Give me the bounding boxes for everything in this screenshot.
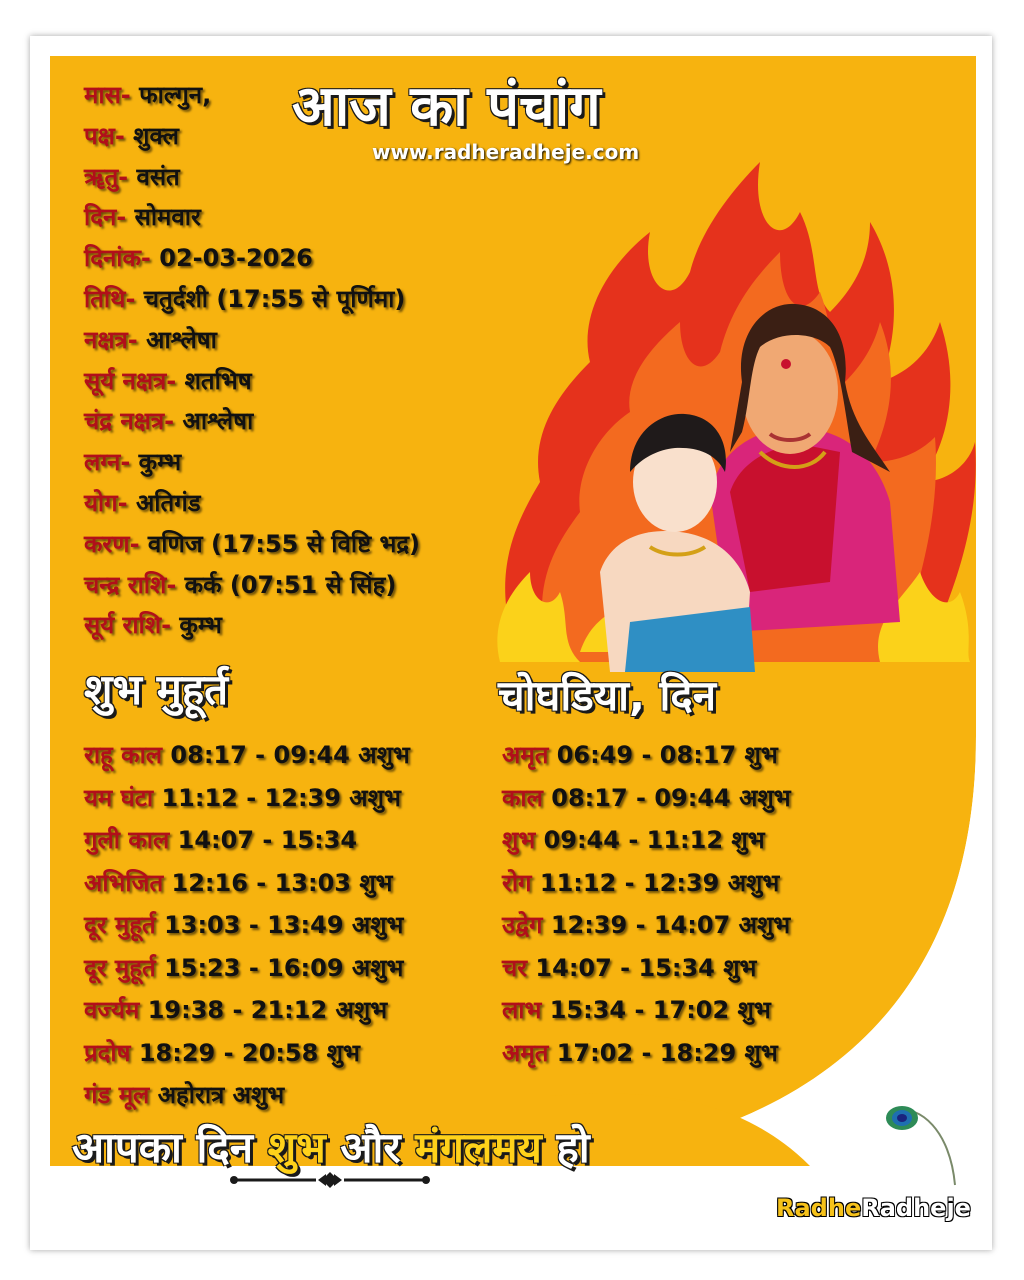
website-url: www.radheradheje.com <box>372 140 640 164</box>
panchang-info-value: वणिज (17:55 से विष्टि भद्र) <box>147 529 421 558</box>
peacock-feather-icon <box>880 1100 960 1190</box>
muhurat-value: 11:12 - 12:39 अशुभ <box>161 783 401 812</box>
muhurat-value: 14:07 - 15:34 <box>177 826 358 854</box>
blessing-highlight: मंगलमय <box>415 1123 542 1172</box>
muhurat-row <box>84 908 403 941</box>
muhurat-value: 15:23 - 16:09 अशुभ <box>164 953 404 982</box>
choghadiya-value: 15:34 - 17:02 शुभ <box>549 996 771 1024</box>
blessing-part: हो <box>556 1123 590 1172</box>
choghadiya-row <box>502 823 765 856</box>
muhurat-value: 19:38 - 21:12 अशुभ <box>147 996 388 1024</box>
choghadiya-label: काल <box>502 783 543 812</box>
brand-logo <box>776 1194 971 1222</box>
muhurat-value: अहोरात्र अशुभ <box>157 1081 285 1109</box>
muhurat-label: दूर मुहूर्त <box>84 911 156 939</box>
choghadiya-value: 09:44 - 11:12 शुभ <box>543 826 765 854</box>
panchang-info-row <box>84 445 181 478</box>
muhurat-label: यम घंटा <box>84 783 154 812</box>
muhurat-row <box>84 866 393 899</box>
panchang-info-row <box>84 241 313 274</box>
panchang-info-label: चन्द्र राशि- <box>84 570 177 599</box>
muhurat-label: वर्ज्यम <box>84 996 140 1024</box>
choghadiya-row <box>502 866 779 899</box>
panchang-info-row <box>84 486 201 519</box>
page-title: आज का पंचांग <box>292 74 601 139</box>
choghadiya-heading: चोघडिया, दिन <box>498 671 717 720</box>
panchang-info-row <box>84 404 253 437</box>
choghadiya-row <box>502 993 771 1026</box>
panchang-info-value: कर्क (07:51 से सिंह) <box>184 570 397 599</box>
panchang-info-label: ॠतु- <box>84 162 129 191</box>
muhurat-value: 08:17 - 09:44 अशुभ <box>170 741 410 769</box>
panchang-info-label: पक्ष- <box>84 121 125 150</box>
choghadiya-label: उद्वेग <box>502 911 543 939</box>
choghadiya-value: 11:12 - 12:39 अशुभ <box>539 868 780 897</box>
panchang-info-value: सोमवार <box>134 203 201 232</box>
muhurat-value: 13:03 - 13:49 अशुभ <box>164 911 404 939</box>
choghadiya-label: रोग <box>502 868 532 897</box>
panchang-info-label: मास- <box>84 81 131 109</box>
panchang-info-value: 02-03-2026 <box>159 244 313 273</box>
panchang-info-row <box>84 160 180 193</box>
holika-prahlad-illustration <box>480 152 976 672</box>
blessing-highlight: शुभ <box>267 1123 326 1172</box>
panchang-info-row <box>84 364 252 397</box>
muhurat-label: प्रदोष <box>84 1038 131 1067</box>
panchang-info-label: दिन- <box>84 203 127 232</box>
muhurat-value: 18:29 - 20:58 शुभ <box>138 1038 360 1067</box>
brand-part: Radhe <box>776 1194 862 1222</box>
choghadiya-label: चर <box>502 953 528 982</box>
blessing-part: आपका दिन <box>72 1123 254 1172</box>
panchang-info-label: सूर्य नक्षत्र- <box>84 366 177 395</box>
blessing-line <box>72 1118 590 1175</box>
panchang-info-value: आश्लेषा <box>182 407 254 436</box>
muhurat-row <box>84 1036 360 1069</box>
panchang-info-label: नक्षत्र- <box>84 325 138 354</box>
panchang-info-value: अतिगंड <box>135 489 201 517</box>
panchang-info-value: आश्लेषा <box>146 325 217 354</box>
panchang-info-row <box>84 282 405 315</box>
choghadiya-row <box>502 738 778 771</box>
choghadiya-label: लाभ <box>502 996 542 1024</box>
choghadiya-value: 08:17 - 09:44 अशुभ <box>551 783 791 812</box>
panchang-info-value: कुम्भ <box>138 448 182 477</box>
muhurat-row <box>84 1078 284 1111</box>
panchang-info-value: शुक्ल <box>133 121 179 150</box>
muhurat-row <box>84 823 357 856</box>
panchang-info-row <box>84 78 211 111</box>
muhurat-row <box>84 951 403 984</box>
muhurat-row <box>84 738 410 771</box>
panchang-info-label: योग- <box>84 489 128 517</box>
blessing-part: और <box>340 1123 401 1172</box>
panchang-info-value: चतुर्दशी (17:55 से पूर्णिमा) <box>143 285 406 313</box>
choghadiya-value: 12:39 - 14:07 अशुभ <box>550 911 791 939</box>
panchang-info-label: चंद्र नक्षत्र- <box>84 407 175 436</box>
shubh-muhurat-heading: शुभ मुहूर्त <box>84 665 229 714</box>
panchang-card <box>50 56 976 1226</box>
panchang-info-label: सूर्य राशि- <box>84 611 172 640</box>
panchang-info-label: करण- <box>84 529 140 558</box>
choghadiya-row <box>502 1036 778 1069</box>
muhurat-label: दूर मुहूर्त <box>84 953 156 982</box>
panchang-info-value: वसंत <box>136 162 180 191</box>
muhurat-value: 12:16 - 13:03 शुभ <box>171 868 393 897</box>
choghadiya-label: शुभ <box>502 826 536 854</box>
choghadiya-label: अमृत <box>502 741 549 769</box>
muhurat-row <box>84 993 387 1026</box>
muhurat-row <box>84 781 401 814</box>
panchang-info-label: लग्न- <box>84 448 131 477</box>
choghadiya-value: 06:49 - 08:17 शुभ <box>556 741 778 769</box>
muhurat-label: राहू काल <box>84 741 163 769</box>
brand-part: Radheje <box>861 1194 971 1222</box>
muhurat-label: अभिजित <box>84 868 164 897</box>
choghadiya-value: 14:07 - 15:34 शुभ <box>535 953 757 982</box>
panchang-info-label: तिथि- <box>84 285 136 313</box>
panchang-info-row <box>84 568 396 601</box>
choghadiya-value: 17:02 - 18:29 शुभ <box>556 1038 778 1067</box>
panchang-info-row <box>84 608 222 641</box>
muhurat-label: गंड मूल <box>84 1081 150 1109</box>
panchang-info-row <box>84 527 420 560</box>
panchang-info-value: कुम्भ <box>179 611 222 640</box>
panchang-info-row <box>84 119 179 152</box>
panchang-info-value: फाल्गुन, <box>139 81 212 109</box>
choghadiya-label: अमृत <box>502 1038 549 1067</box>
muhurat-label: गुली काल <box>84 826 170 854</box>
choghadiya-row <box>502 781 791 814</box>
panchang-info-row <box>84 323 217 356</box>
choghadiya-row <box>502 908 790 941</box>
panchang-info-row <box>84 200 201 233</box>
panchang-info-value: शतभिष <box>184 366 252 395</box>
choghadiya-row <box>502 951 756 984</box>
panchang-info-label: दिनांक- <box>84 244 151 273</box>
ornamental-divider <box>230 1170 430 1190</box>
